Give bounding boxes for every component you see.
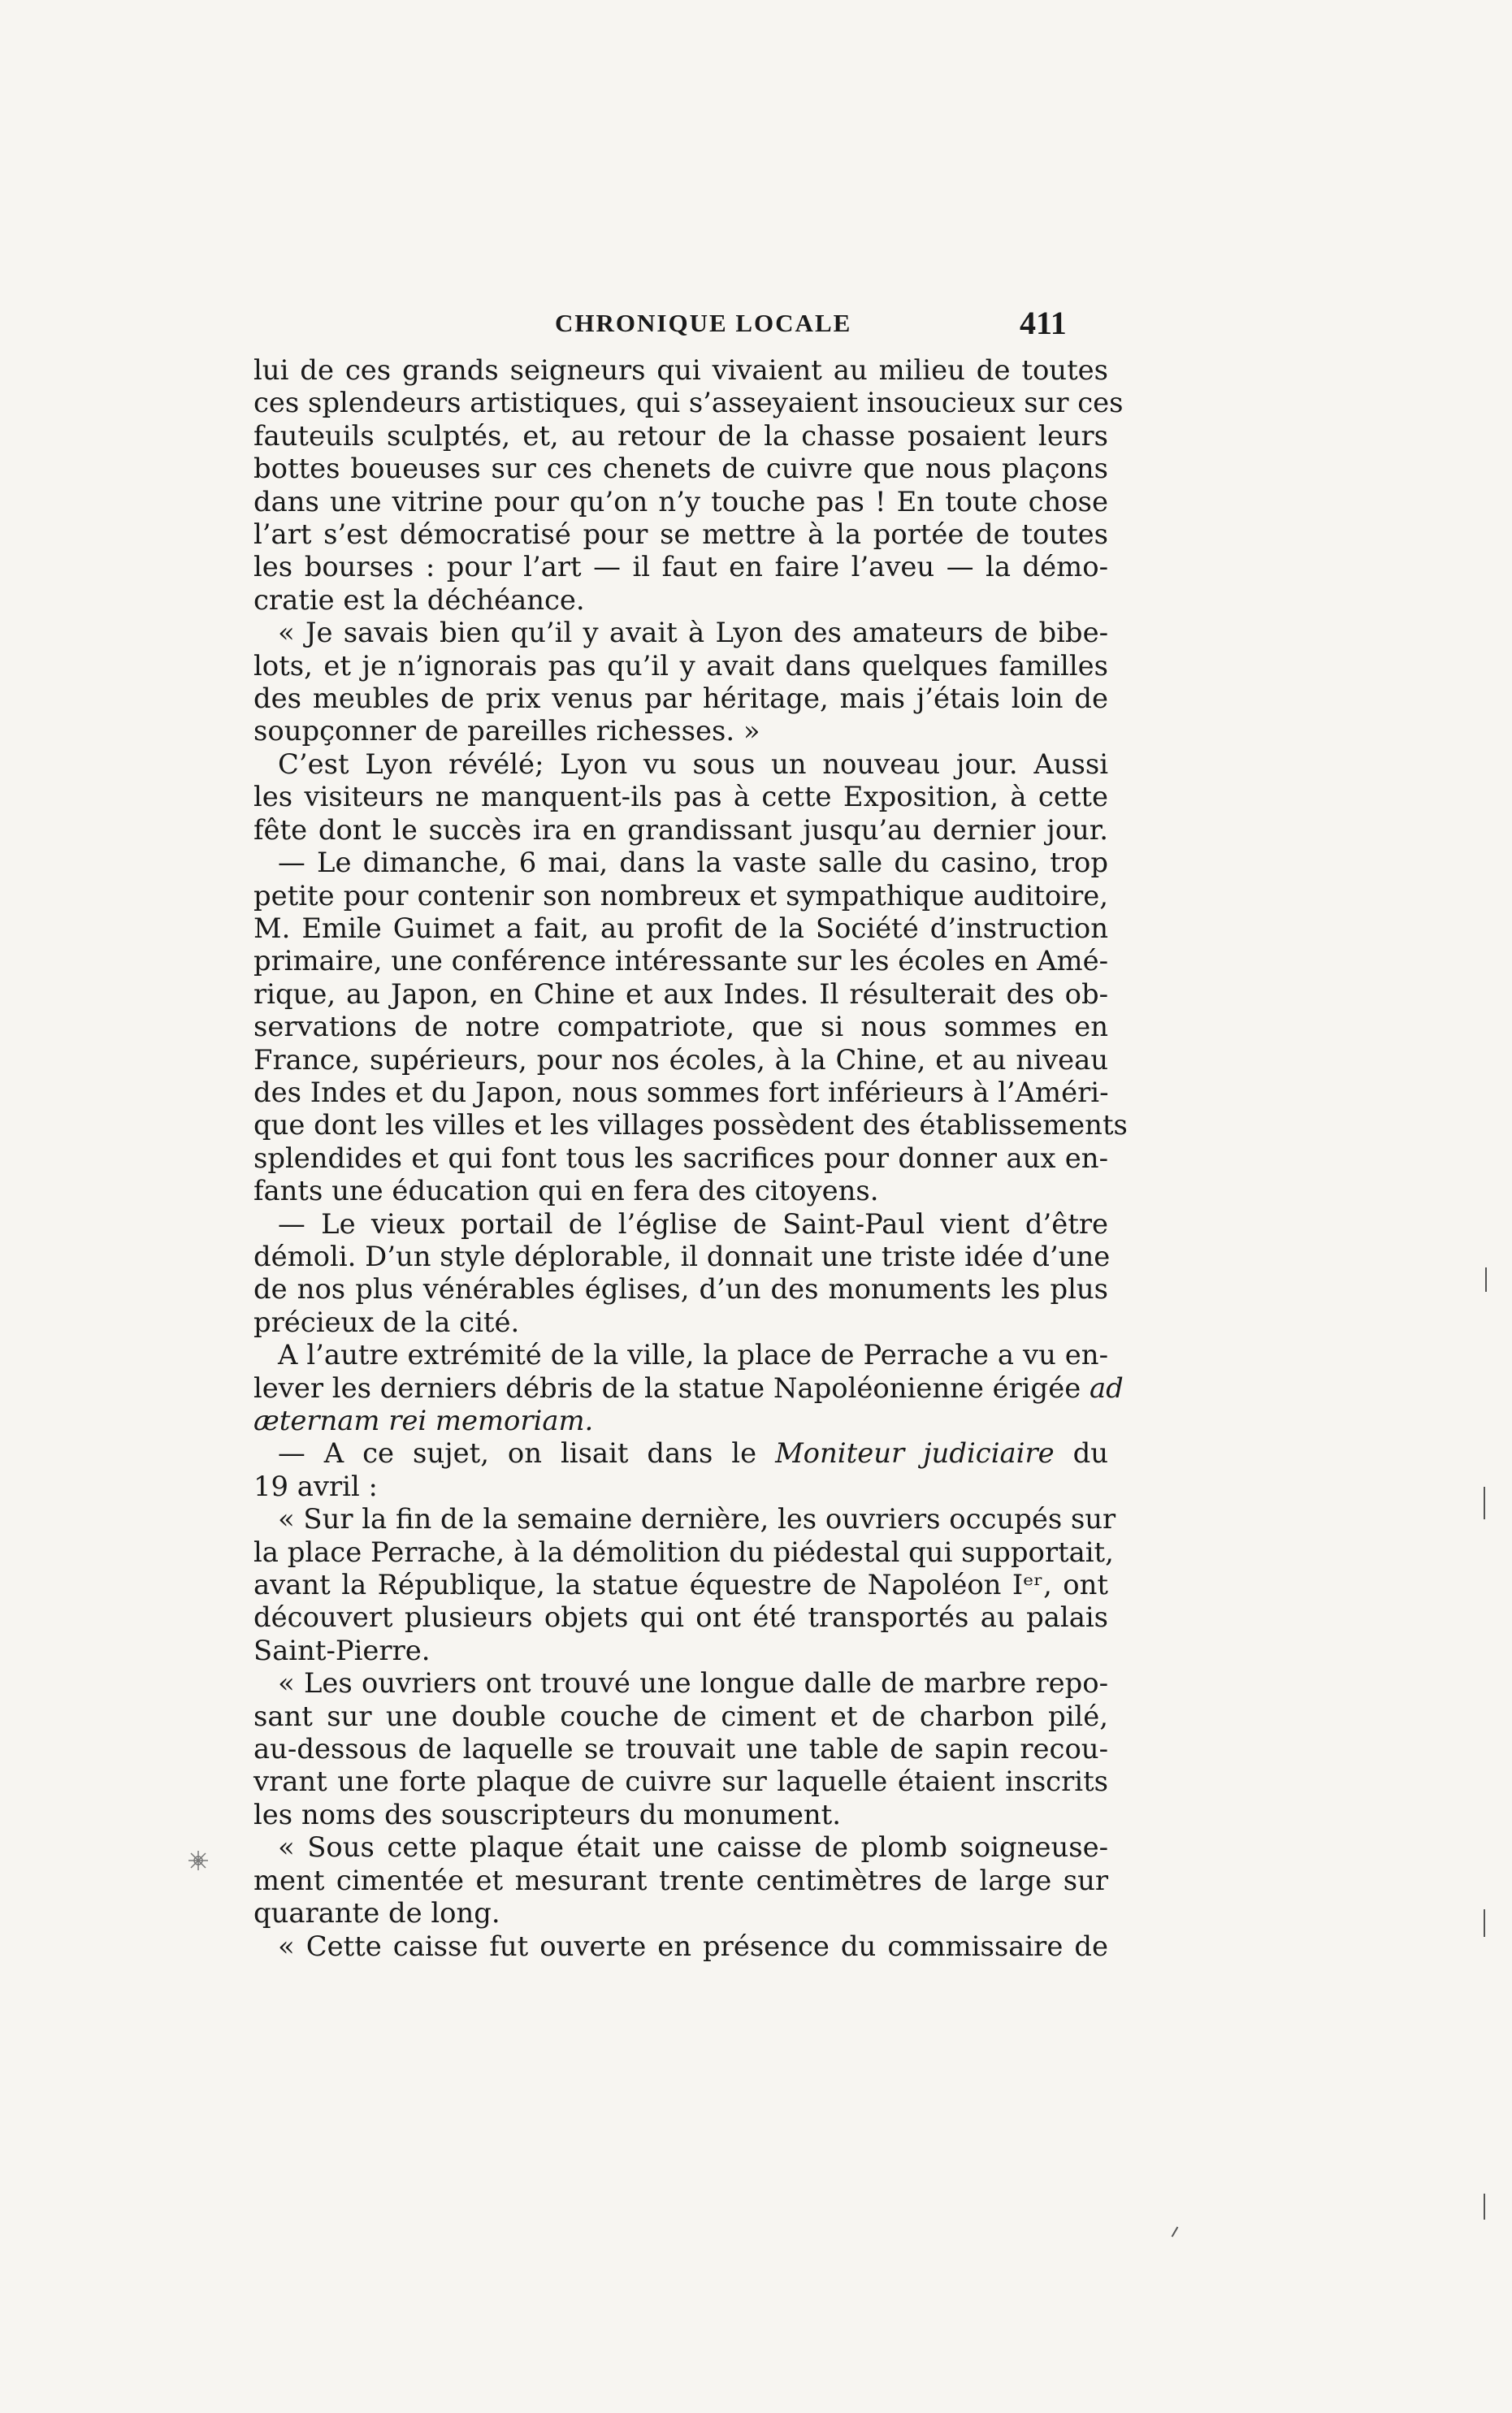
text-line-main: A l’autre extrémité de la ville, la place de Perrache a vu en- bbox=[278, 1339, 1108, 1371]
text-line-main: Saint-Pierre. bbox=[253, 1634, 431, 1666]
text-line bbox=[253, 1536, 1114, 1569]
ink-blot-icon bbox=[182, 1844, 214, 1877]
text-line-main: des meubles de prix venus par héritage, mais j’étais loin de bbox=[253, 682, 1108, 715]
text-line bbox=[253, 1635, 1108, 1667]
text-line bbox=[253, 354, 1108, 387]
text-line bbox=[253, 1273, 1108, 1306]
text-line-main: splendides et qui font tous les sacrifices pour donner aux en- bbox=[253, 1142, 1108, 1174]
text-line bbox=[253, 617, 1108, 649]
italic-text: Moniteur judiciaire bbox=[775, 1437, 1055, 1470]
text-line bbox=[253, 1471, 1108, 1503]
running-head: CHRONIQUE LOCALE bbox=[555, 309, 852, 337]
text-line bbox=[253, 1437, 1108, 1470]
text-line-main: découvert plusieurs objets qui ont été transportés au palais bbox=[253, 1601, 1108, 1634]
text-line bbox=[253, 453, 1108, 485]
text-line-main: lever les derniers débris de la statue Napoléonienne érigée bbox=[253, 1371, 1081, 1404]
text-line bbox=[253, 1700, 1108, 1733]
italic-text: æternam rei memoriam. bbox=[253, 1405, 594, 1436]
text-line-main: primaire, une conférence intéressante sur les écoles en Amé- bbox=[253, 945, 1108, 977]
text-line bbox=[253, 486, 1108, 518]
text-line-main: — Le vieux portail de l’église de Saint-Paul vient d’être bbox=[278, 1207, 1108, 1240]
margin-mark bbox=[1484, 2194, 1485, 2220]
margin-mark bbox=[1484, 1909, 1485, 1937]
text-line-main: « Sur la fin de la semaine dernière, les ouvriers occupés sur bbox=[278, 1503, 1116, 1536]
text-line bbox=[253, 978, 1108, 1011]
text-line-main: ces splendeurs artistiques, qui s’asseyaient insoucieux sur ces bbox=[253, 387, 1124, 419]
text-line bbox=[253, 748, 1108, 781]
text-line bbox=[253, 1371, 1124, 1405]
text-line bbox=[253, 650, 1108, 682]
text-line bbox=[253, 1503, 1116, 1536]
text-line-main: sant sur une double couche de ciment et de charbon pilé, bbox=[253, 1700, 1108, 1732]
text-line-main: France, supérieurs, pour nos écoles, à la Chine, et au niveau bbox=[253, 1043, 1108, 1076]
text-line bbox=[253, 1733, 1108, 1765]
text-line-main: servations de notre compatriote, que si nous sommes en bbox=[253, 1011, 1108, 1043]
text-line-main: quarante de long. bbox=[253, 1897, 500, 1930]
text-line bbox=[253, 584, 1108, 617]
text-line-main: les bourses : pour l’art — il faut en faire l’aveu — la démo- bbox=[253, 551, 1108, 583]
text-line bbox=[253, 715, 1108, 747]
text-line bbox=[253, 1831, 1108, 1864]
text-line bbox=[253, 1799, 1108, 1831]
text-line bbox=[253, 781, 1108, 813]
text-line-main: la place Perrache, à la démolition du piédestal qui supportait, bbox=[253, 1536, 1114, 1568]
text-line-main: soupçonner de pareilles richesses. » bbox=[253, 715, 760, 747]
text-line bbox=[253, 1667, 1108, 1700]
text-line bbox=[253, 1208, 1108, 1241]
text-line-main: — Le dimanche, 6 mai, dans la vaste salle du casino, trop bbox=[278, 847, 1108, 879]
text-line-main: « Cette caisse fut ouverte en présence du commissaire de bbox=[278, 1930, 1108, 1962]
text-line bbox=[253, 912, 1108, 945]
text-line-main: M. Emile Guimet a fait, au profit de la Société d’instruction bbox=[253, 912, 1108, 944]
text-line bbox=[253, 1601, 1108, 1634]
text-line-main: petite pour contenir son nombreux et sympathique auditoire, bbox=[253, 879, 1108, 912]
text-line-main: « Je savais bien qu’il y avait à Lyon des amateurs de bibe- bbox=[278, 617, 1108, 649]
text-line bbox=[253, 1142, 1108, 1175]
text-line-main: précieux de la cité. bbox=[253, 1306, 520, 1338]
text-line-main: C’est Lyon révélé; Lyon vu sous un nouveau jour. Aussi bbox=[278, 747, 1108, 780]
text-line bbox=[253, 1077, 1108, 1109]
text-line bbox=[253, 551, 1108, 583]
text-line bbox=[253, 1175, 1108, 1207]
text-line-main: vrant une forte plaque de cuivre sur laquelle étaient inscrits bbox=[253, 1765, 1108, 1798]
margin-mark bbox=[1484, 1487, 1485, 1519]
text-line bbox=[253, 814, 1108, 847]
text-line bbox=[253, 1930, 1108, 1963]
text-line bbox=[253, 518, 1108, 551]
text-line-main: que dont les villes et les villages possèdent des établissements bbox=[253, 1109, 1128, 1142]
text-line-main: bottes boueuses sur ces chenets de cuivre que nous plaçons bbox=[253, 453, 1108, 485]
text-line bbox=[253, 1306, 1108, 1339]
text-line-main: — A ce sujet, on lisait dans le bbox=[278, 1437, 757, 1470]
text-line bbox=[253, 1240, 1111, 1273]
text-line-main: les noms des souscripteurs du monument. bbox=[253, 1798, 842, 1830]
text-line-main: de nos plus vénérables églises, d’un des monuments les plus bbox=[253, 1273, 1108, 1306]
text-line-main: « Sous cette plaque était une caisse de plomb soigneuse- bbox=[278, 1831, 1108, 1864]
text-line-main: rique, au Japon, en Chine et aux Indes. Il résulterait des ob- bbox=[253, 977, 1108, 1010]
text-line bbox=[253, 387, 1124, 419]
page-number: 411 bbox=[1020, 305, 1067, 341]
text-line bbox=[253, 1405, 1108, 1437]
text-line-main: fauteuils sculptés, et, au retour de la chasse posaient leurs bbox=[253, 419, 1108, 452]
text-line-main: au-dessous de laquelle se trouvait une table de sapin recou- bbox=[253, 1733, 1108, 1765]
text-line bbox=[253, 1339, 1108, 1371]
text-line-main: 19 avril : bbox=[253, 1470, 378, 1502]
text-line bbox=[253, 945, 1108, 977]
margin-mark bbox=[1172, 2226, 1179, 2237]
text-line bbox=[253, 682, 1108, 715]
body-text bbox=[253, 354, 1128, 1963]
text-line bbox=[253, 847, 1108, 879]
text-line-main: cratie est la déchéance. bbox=[253, 583, 585, 616]
text-line bbox=[253, 880, 1108, 912]
text-line-main: ment cimentée et mesurant trente centimètres de large sur bbox=[253, 1864, 1108, 1896]
text-line bbox=[253, 1109, 1128, 1142]
margin-mark bbox=[1485, 1267, 1487, 1292]
text-line-main: lui de ces grands seigneurs qui vivaient au milieu de toutes bbox=[253, 354, 1108, 386]
text-line-main: dans une vitrine pour qu’on n’y touche pas ! En toute chose bbox=[253, 485, 1108, 518]
text-line bbox=[253, 1569, 1108, 1601]
text-line-main: les visiteurs ne manquent-ils pas à cette Exposition, à cette bbox=[253, 781, 1108, 813]
text-line-main: « Les ouvriers ont trouvé une longue dalle de marbre repo- bbox=[278, 1667, 1108, 1700]
italic-text: ad bbox=[1089, 1371, 1124, 1404]
text-line bbox=[253, 1044, 1108, 1077]
text-line-main: des Indes et du Japon, nous sommes fort inférieurs à l’Améri- bbox=[253, 1076, 1109, 1108]
text-line-main: lots, et je n’ignorais pas qu’il y avait dans quelques familles bbox=[253, 649, 1108, 682]
text-line bbox=[253, 1765, 1108, 1798]
text-after: du bbox=[1072, 1437, 1108, 1470]
text-line-main: fants une éducation qui en fera des citoyens. bbox=[253, 1175, 879, 1207]
text-line bbox=[253, 1897, 1108, 1930]
text-line bbox=[253, 420, 1108, 453]
text-line bbox=[253, 1011, 1108, 1043]
text-line-main: fête dont le succès ira en grandissant jusqu’au dernier jour. bbox=[253, 813, 1108, 846]
text-line-main: avant la République, la statue équestre de Napoléon Iᵉʳ, ont bbox=[253, 1569, 1108, 1601]
text-line-main: l’art s’est démocratisé pour se mettre à la portée de toutes bbox=[253, 518, 1108, 551]
text-line-main: démoli. D’un style déplorable, il donnait une triste idée d’une bbox=[253, 1240, 1111, 1272]
text-line bbox=[253, 1865, 1108, 1897]
